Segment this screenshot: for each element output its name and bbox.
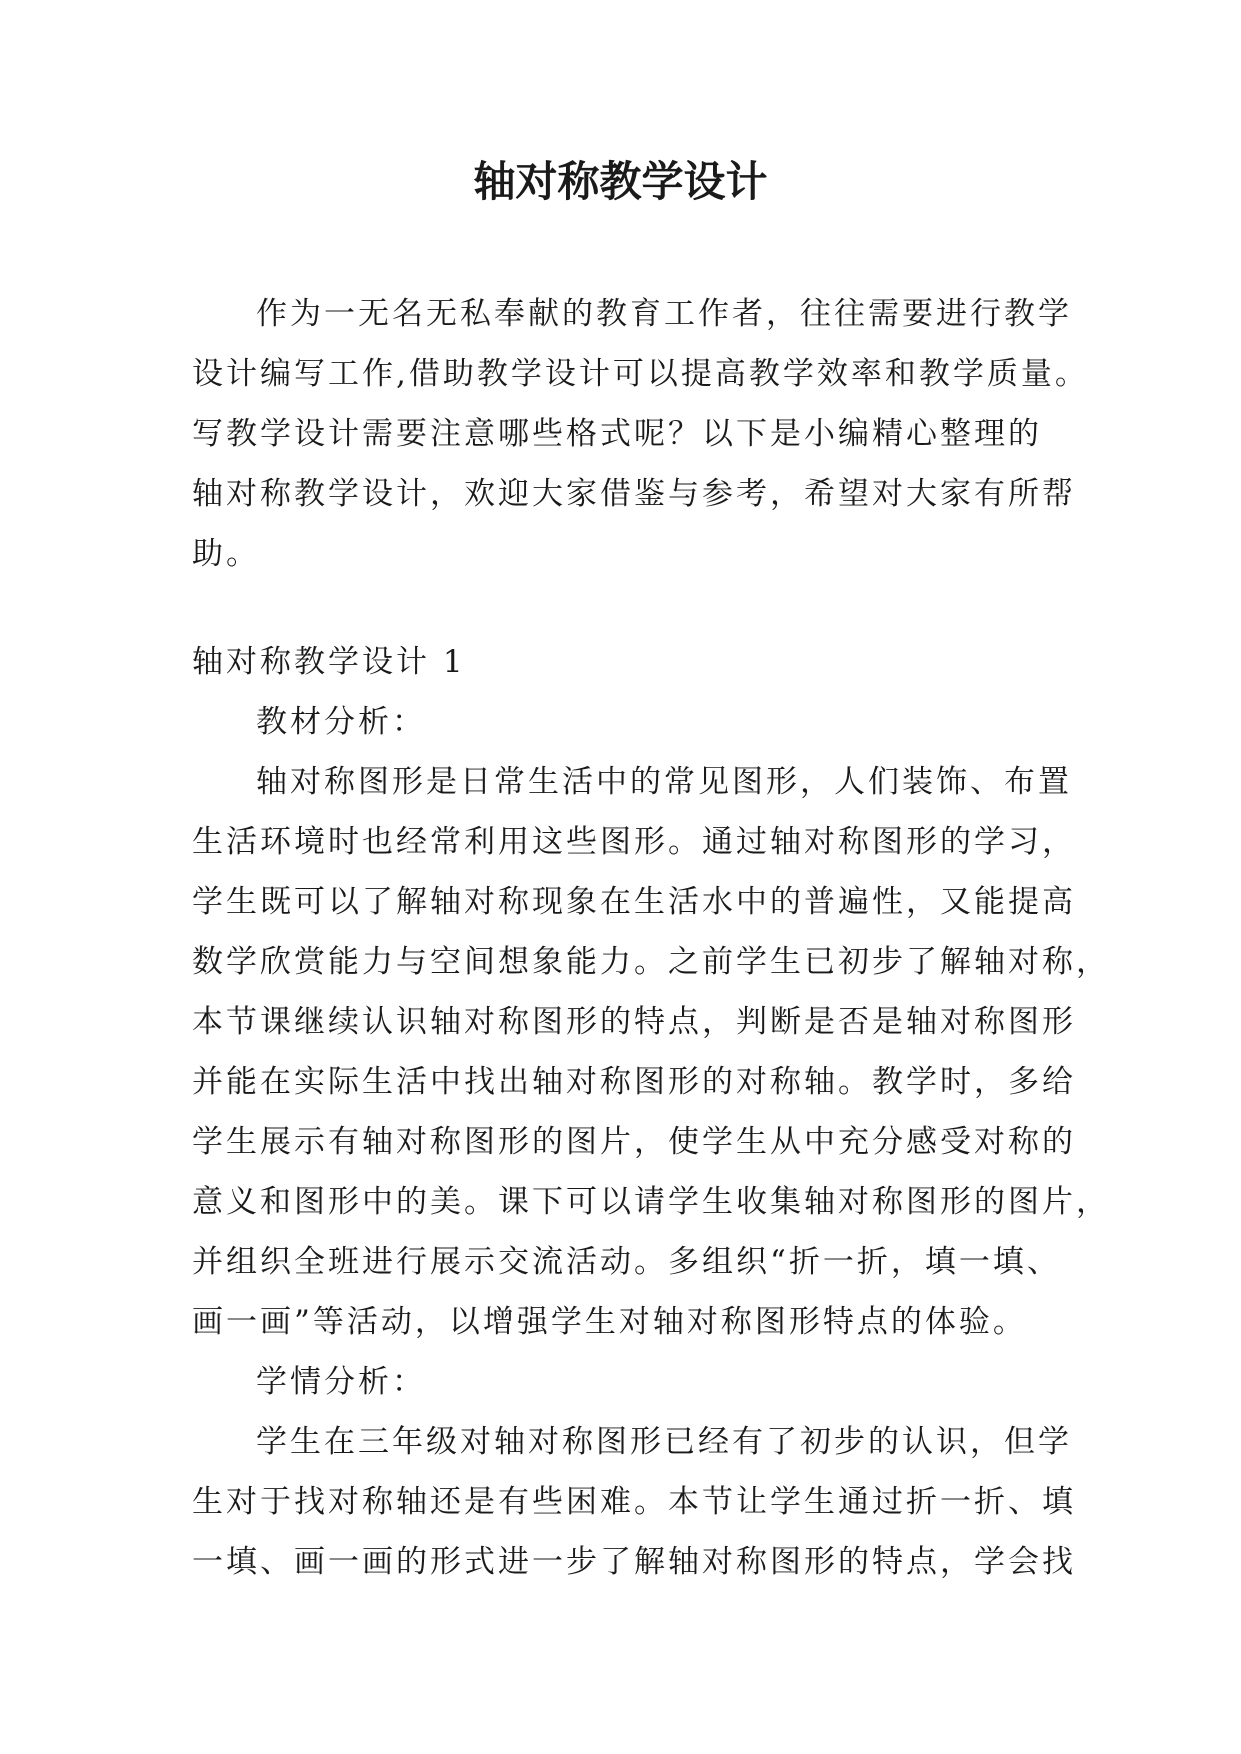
content-line: 轴对称图形是日常生活中的常见图形，人们装饰、布置 [256,764,1072,800]
subheading-student-analysis: 学情分析： [256,1364,426,1400]
content-line: 数学欣赏能力与空间想象能力。之前学生已初步了解轴对称， [192,944,1110,980]
subheading-textbook-analysis: 教材分析： [256,704,426,740]
content-line: 生对于找对称轴还是有些困难。本节让学生通过折一折、填 [192,1484,1076,1520]
content-line: 画一画”等活动，以增强学生对轴对称图形特点的体验。 [192,1304,1027,1340]
intro-line: 轴对称教学设计，欢迎大家借鉴与参考，希望对大家有所帮 [192,476,1076,512]
content-line: 学生既可以了解轴对称现象在生活水中的普遍性，又能提高 [192,884,1076,920]
content-line: 学生在三年级对轴对称图形已经有了初步的认识，但学 [256,1424,1072,1460]
intro-paragraph [192,284,1089,584]
content-line: 本节课继续认识轴对称图形的特点，判断是否是轴对称图形 [192,1004,1076,1040]
content-line: 学生展示有轴对称图形的图片，使学生从中充分感受对称的 [192,1124,1076,1160]
document-title: 轴对称教学设计 [473,157,768,206]
intro-line: 作为一无名无私奉献的教育工作者，往往需要进行教学 [256,296,1072,332]
content-line: 并能在实际生活中找出轴对称图形的对称轴。教学时，多给 [192,1064,1076,1100]
section-heading-text: 轴对称教学设计 1 [192,644,466,680]
content-line: 并组织全班进行展示交流活动。多组织“折一折，填一填、 [192,1244,1061,1280]
content-line: 一填、画一画的形式进一步了解轴对称图形的特点，学会找 [192,1544,1076,1580]
intro-line: 助。 [192,536,260,572]
content-line: 生活环境时也经常利用这些图形。通过轴对称图形的学习， [192,824,1076,860]
intro-line: 写教学设计需要注意哪些格式呢？以下是小编精心整理的 [192,416,1042,452]
section-body [192,692,1110,1592]
content-line: 意义和图形中的美。课下可以请学生收集轴对称图形的图片， [192,1184,1110,1220]
intro-line: 设计编写工作,借助教学设计可以提高教学效率和教学质量。 [192,356,1089,392]
section-heading [192,632,1050,692]
